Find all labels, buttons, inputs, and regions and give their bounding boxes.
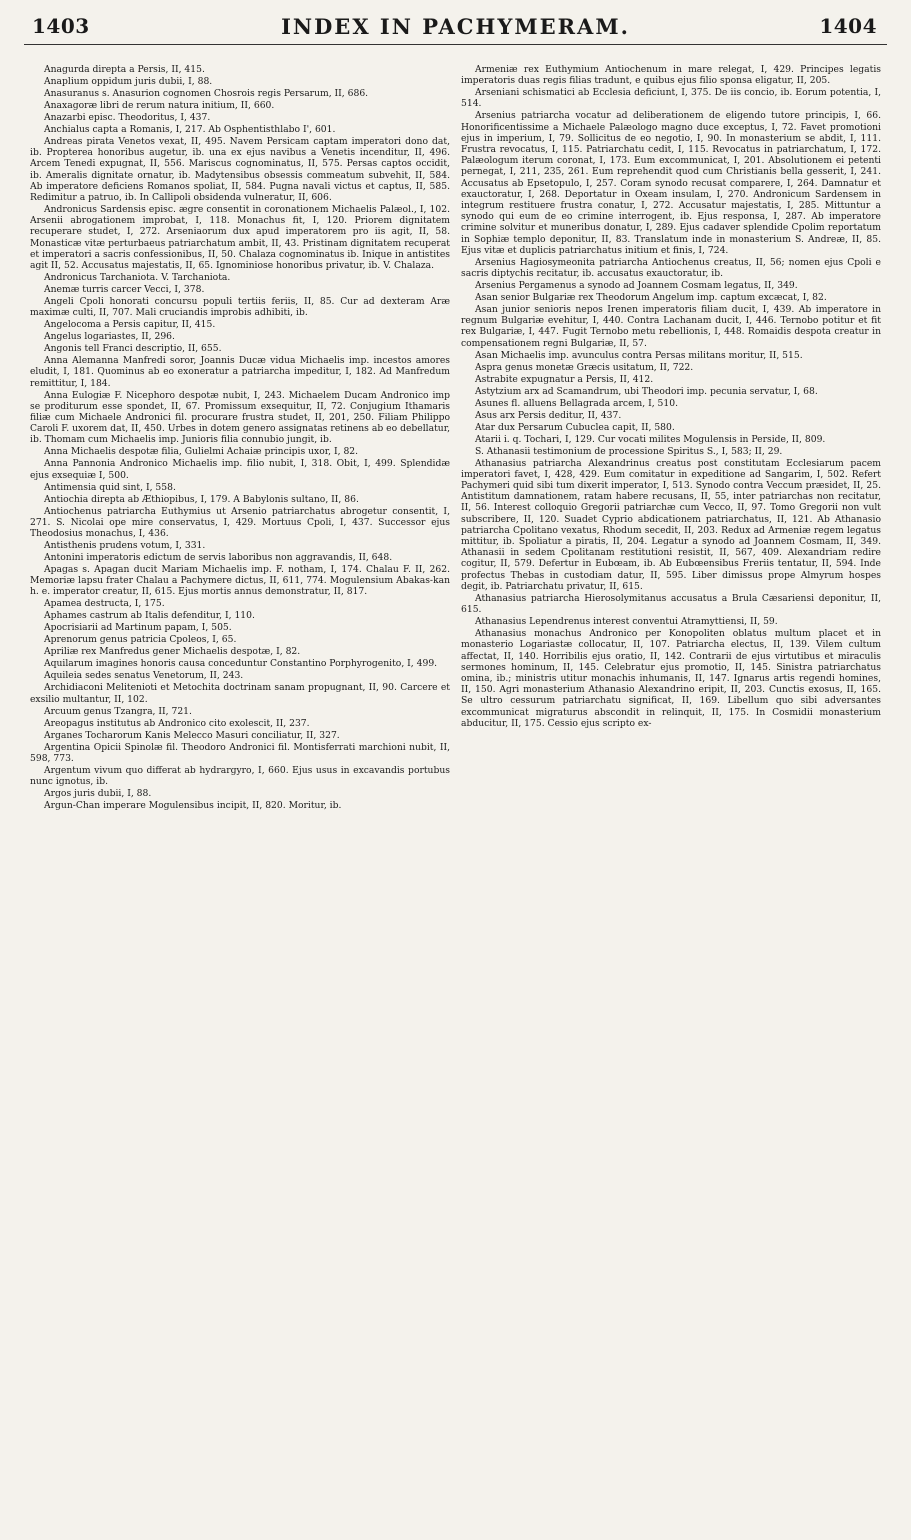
index-entry: Antiochia direpta ab Æthiopibus, I, 179. A Babylonis sultano, II, 86.	[44, 493, 359, 505]
index-entry: Aquilarum imagines honoris causa conceduntur Constantino Porphyrogenito, I, 499.	[44, 658, 438, 670]
right-column	[461, 64, 881, 1526]
index-entry: Argentina Opicii Spinolæ fil. Theodoro Andronici fil. Montisferrati marchioni nubit, II, 598, 773.	[30, 741, 450, 764]
index-entry: Atar dux Persarum Cubuclea capit, II, 580.	[475, 421, 675, 433]
index-entry: Aprenorum genus patricia Cpoleos, I, 65.	[44, 634, 237, 646]
index-entry: Andronicus Sardensis episc. ægre consentit in coronationem Michaelis Palæol., I, 102. Arsenii abrogationem improbat, I, 118. Monachus fit, I, 120. Priorem dignitatem recuperare studet, I, 272. Arseniaorum dux apud imperatorem pro iis agit, II, 58. Monasticæ vitæ perturbaeus patriarchatum ambit, II, 43. Pristinam dignitatem recuperat et imperatori a sacris confessionibus, II, 50. Chalaza cognominatus ib. Inique in antistites agit II, 52. Accusatus majestatis, II, 65. Ignominiose honoribus privatur, ib. V. Chalaza.	[30, 204, 450, 272]
index-entry: Anemæ turris carcer Vecci, I, 378.	[44, 284, 205, 296]
index-entry: Asan senior Bulgariæ rex Theodorum Angelum imp. captum excæcat, I, 82.	[475, 292, 827, 304]
index-entry: Argos juris dubii, I, 88.	[44, 788, 152, 800]
page-header	[24, 14, 887, 48]
index-entry: Antimensia quid sint, I, 558.	[44, 481, 176, 493]
index-entry: Atarii i. q. Tochari, I, 129. Cur vocati milites Mogulensis in Perside, II, 809.	[475, 433, 826, 445]
index-entry: Astytzium arx ad Scamandrum, ubi Theodori imp. pecunia servatur, I, 68.	[475, 385, 818, 397]
index-entry: Antiochenus patriarcha Euthymius ut Arsenio patriarchatus abrogetur consentit, I, 271. S. Nicolai ope mire conservatus, I, 429. Mortuus Cpoli, I, 437. Successor ejus Theodosius monachus, I, 436.	[30, 505, 450, 540]
index-entry: Astrabite expugnatur a Persis, II, 412.	[475, 373, 654, 385]
index-entry: Athanasius patriarcha Hierosolymitanus accusatus a Brula Cæsariensi deponitur, II, 615.	[461, 592, 881, 616]
index-entry: Arseniani schismatici ab Ecclesia deficiunt, I, 375. De iis concio, ib. Eorum potentia, I, 514.	[461, 87, 881, 110]
index-entry: Argun-Chan imperare Mogulensibus incipit, II, 820. Moritur, ib.	[44, 800, 342, 812]
index-entry: Angelocoma a Persis capitur, II, 415.	[44, 319, 216, 331]
index-entry: Anaplium oppidum juris dubii, I, 88.	[44, 76, 213, 87]
index-entry: Arcuum genus Tzangra, II, 721.	[44, 705, 192, 717]
index-entry: Anna Michaelis despotæ filia, Gulielmi Achaiæ principis uxor, I, 82.	[44, 446, 359, 458]
index-entry: Apriliæ rex Manfredus gener Michaelis despotæ, I, 82.	[44, 646, 301, 658]
index-entry: Aspra genus monetæ Græcis usitatum, II, 722.	[475, 361, 694, 373]
index-entry: Aquileia sedes senatus Venetorum, II, 243.	[44, 670, 244, 682]
index-entry: Armeniæ rex Euthymium Antiochenum in mare relegat, I, 429. Principes legatis imperatoris duas regis filias tradunt, e quibus ejus filio sponsa eligatur, II, 205.	[461, 64, 881, 87]
index-entry: Apocrisiarii ad Martinum papam, I, 505.	[44, 622, 232, 634]
index-entry: Argentum vivum quo differat ab hydrargyro, I, 660. Ejus usus in excavandis portubus nunc ignotus, ib.	[30, 764, 450, 788]
index-entry: Antonini imperatoris edictum de servis laboribus non aggravandis, II, 648.	[44, 552, 393, 564]
index-entry: Angelus logariastes, II, 296.	[44, 331, 175, 343]
running-title: INDEX IN PACHYMERAM.	[281, 14, 630, 39]
index-entry: Anna Alemanna Manfredi soror, Joannis Ducæ vidua Michaelis imp. incestos amores eludit, I, 181. Quominus ab eo exoneratur a patriarcha impeditur, I, 182. Ad Manfredum remittitur, I, 184.	[30, 355, 450, 389]
index-entry: Aphames castrum ab Italis defenditur, I, 110.	[44, 610, 255, 622]
index-entry: Anchialus capta a Romanis, I, 217. Ab Osphentisthlabo I', 601.	[44, 124, 336, 135]
index-entry: Anna Pannonia Andronico Michaelis imp. filio nubit, I, 318. Obit, I, 499. Splendidæ ejus exsequiæ I, 500.	[30, 458, 450, 481]
index-entry: Arsenius patriarcha vocatur ad deliberationem de eligendo tutore principis, I, 66. Honorificentissime a Michaele Palæologo magno duce exceptus, I, 72. Favet promotioni ejus in imperium, I, 79. Sollicitus de eo negotio, I, 90. In monasterium se abdit, I, 111. Frustra revocatus, I, 115. Patriarchatu cedit, I, 115. Revocatus in patriarchatum, I, 172. Palæologum iterum coronat, I, 173. Eum excommunicat, I, 201. Absolutionem ei petenti pernegat, I, 211, 235, 261. Eum reprehendit quod cum Christianis bella gesserit, I, 241. Accusatus ab Epsetopulo, I, 257. Coram synodo recusat comparere, I, 264. Damnatur et exauctoratur, I, 268. Deportatur in Oxeam insulam, I, 270. Andronicum Sardensem in integrum restituere frustra conatur, I, 272. Accusatur majestatis, I, 285. Mittuntur a synodo qui eum de eo crimine interrogent, ib. Ejus responsa, I, 287. Ab imperatore crimine solvitur et muneribus donatur, I, 289. Ejus cadaver splendide Cpolim reportatum in Sophiæ templo deponitur, II, 83. Translatum inde in monasterium S. Andreæ, II, 85. Ejus vitæ et duplicis patriarchatus initium et finis, I, 724.	[461, 110, 881, 256]
index-entry: Arganes Tocharorum Kanis Melecco Masuri conciliatur, II, 327.	[44, 729, 340, 741]
index-entry: Asan Michaelis imp. avunculus contra Persas militans moritur, II, 515.	[475, 349, 803, 361]
header-rule	[24, 44, 887, 45]
index-entry: Areopagus institutus ab Andronico cito exolescit, II, 237.	[44, 717, 310, 729]
index-entry: Asunes fl. alluens Bellagrada arcem, I, 510.	[475, 397, 678, 409]
page-number-left: 1403	[32, 14, 90, 38]
index-entry: Anasuranus s. Anasurion cognomen Chosrois regis Persarum, II, 686.	[44, 88, 369, 99]
index-entry: Anazarbi episc. Theodoritus, I, 437.	[44, 112, 211, 123]
index-entry: Asan junior senioris nepos Irenen imperatoris filiam ducit, I, 439. Ab imperatore in regnum Bulgariæ evehitur, I, 440. Contra Lachanam ducit, I, 446. Ternobo potitur et fit rex Bulgariæ, I, 447. Fugit Ternobo metu rebellionis, I, 448. Romaidis despota creatur in compensationem regni Bulgariæ, II, 57.	[461, 304, 881, 349]
index-entry: Angeli Cpoli honorati concursu populi tertiis feriis, II, 85. Cur ad dexteram Aræ maximæ culti, II, 707. Mali cruciandis improbis adhibiti, ib.	[30, 296, 450, 319]
index-entry: Anaxagoræ libri de rerum natura initium, II, 660.	[44, 100, 275, 111]
index-entry: Anagurda direpta a Persis, II, 415.	[44, 64, 205, 75]
index-entry: Archidiaconi Melitenioti et Metochita doctrinam sanam propugnant, II, 90. Carcere et exsilio multantur, II, 102.	[30, 682, 450, 705]
index-entry: S. Athanasii testimonium de processione Spiritus S., I, 583; II, 29.	[475, 445, 783, 457]
index-entry: Apamea destructa, I, 175.	[44, 598, 165, 610]
left-column	[30, 64, 450, 1526]
index-columns	[30, 64, 881, 1526]
index-entry: Andronicus Tarchaniota. V. Tarchaniota.	[44, 272, 231, 284]
index-entry: Arsenius Hagiosymeonita patriarcha Antiochenus creatus, II, 56; nomen ejus Cpoli e sacris diptychis recitatur, ib. accusatus exauctoratur, ib.	[461, 256, 881, 280]
index-entry: Antisthenis prudens votum, I, 331.	[44, 540, 206, 552]
index-entry: Apagas s. Apagan ducit Mariam Michaelis imp. F. notham, I, 174. Chalau F. II, 262. Memoriæ lapsu frater Chalau a Pachymere dictus, II, 611, 774. Mogulensium Abakas-kan h. e. imperator creatur, II, 615. Ejus mortis annus demonstratur, II, 817.	[30, 564, 450, 598]
index-entry: Andreas pirata Venetos vexat, II, 495. Navem Persicam captam imperatori dono dat, ib. Propterea honoribus augetur, ib. una ex ejus navibus a Venetis incenditur, II, 496. Arcem Tenedi expugnat, II, 556. Mariscus cognominatus, II, 575. Persas captos occidit, ib. Ameralis dignitate ornatur, ib. Madytensibus obsessis commeatum subvehit, II, 584. Ab imperatore deficiens Romanos spoliat, II, 584. Pugna navali victus et captus, II, 585. Redimitur a patruo, ib. In Callipoli obsidenda vulneratur, II, 606.	[30, 136, 450, 204]
index-entry: Athanasius monachus Andronico per Konopoliten oblatus multum placet et in monasterio Logariastæ collocatur, II, 107. Patriarcha electus, II, 139. Vilem cultum affectat, II, 140. Horribilis ejus oratio, II, 142. Contrarii de ejus virtutibus et miraculis sermones hominum, II, 145. Celebratur ejus promotio, II, 145. Sinistra patriarchatus omina, ib.; ministris utitur monachis inhumanis, II, 147. Ignarus artis regendi homines, II, 150. Agri monasterium Athanasio Alexandrino eripit, II, 203. Cunctis exosus, II, 165. Se ultro cessurum patriarchatu significat, II, 169. Libellum quo sibi adversantes excommunicat migraturus abscondit in relinquit, II, 175. In Cosmidii monasterium abducitur, II, 175. Cessio ejus scripto ex-	[461, 628, 881, 729]
index-entry: Athanasius Lependrenus interest conventui Atramyttiensi, II, 59.	[475, 616, 778, 628]
index-entry: Arsenius Pergamenus a synodo ad Joannem Cosmam legatus, II, 349.	[475, 280, 798, 292]
page-number-right: 1404	[819, 14, 877, 38]
index-entry: Anna Eulogiæ F. Nicephoro despotæ nubit, I, 243. Michaelem Ducam Andronico imp se proditurum esse spondet, II, 67. Promissum exsequitur, II, 72. Conjugium Ithamaris filiæ cum Michaele Andronici fil. procurare frustra studet, II, 201, 250. Filiam Philippo Caroli F. uxorem dat, II, 450. Urbes in dotem genero assignatas retinens ab eo debellatur, ib. Thomam cum Michaelis imp. Junioris filia connubio jungit, ib.	[30, 389, 450, 446]
index-entry: Angonis tell Franci descriptio, II, 655.	[44, 343, 222, 355]
index-entry: Athanasius patriarcha Alexandrinus creatus post constitutam Ecclesiarum pacem imperatori favet, I, 428, 429. Eum comitatur in expeditione ad Sangarim, I, 502. Refert Pachymeri quid sibi tum dixerit imperator, I, 513. Synodo contra Veccum præsidet, II, 25. Antistitum damnationem, ratam habere recusans, II, 55, inter patriarchas non recitatur, II, 56. Interest colloquio Gregorii patriarchæ cum Vecco, II, 97. Tomo Gregorii non vult subscribere, II, 120. Suadet Cyprio abdicationem patriarchatus, II, 121. Ab Athanasio patriarcha Cpolitano vexatus, Rhodum secedit, II, 203. Redux ad Armeniæ regem legatus mittitur, ib. Spoliatur a piratis, II, 204. Legatur a synodo ad Joannem Cosmam, II, 349. Athanasii in sedem Cpolitanam restitutioni resistit, II, 567, 409. Alexandriam redire cogitur, II, 579. Defertur in Eubœam, ib. Ab Eubœensibus Freriis tentatur, II, 594. Inde profectus Thebas in custodiam datur, II, 595. Liber dimissus prope Almyrum hospes degit, ib. Patriarchatu privatur, II, 615.	[461, 457, 881, 592]
index-entry: Asus arx Persis deditur, II, 437.	[475, 409, 622, 421]
